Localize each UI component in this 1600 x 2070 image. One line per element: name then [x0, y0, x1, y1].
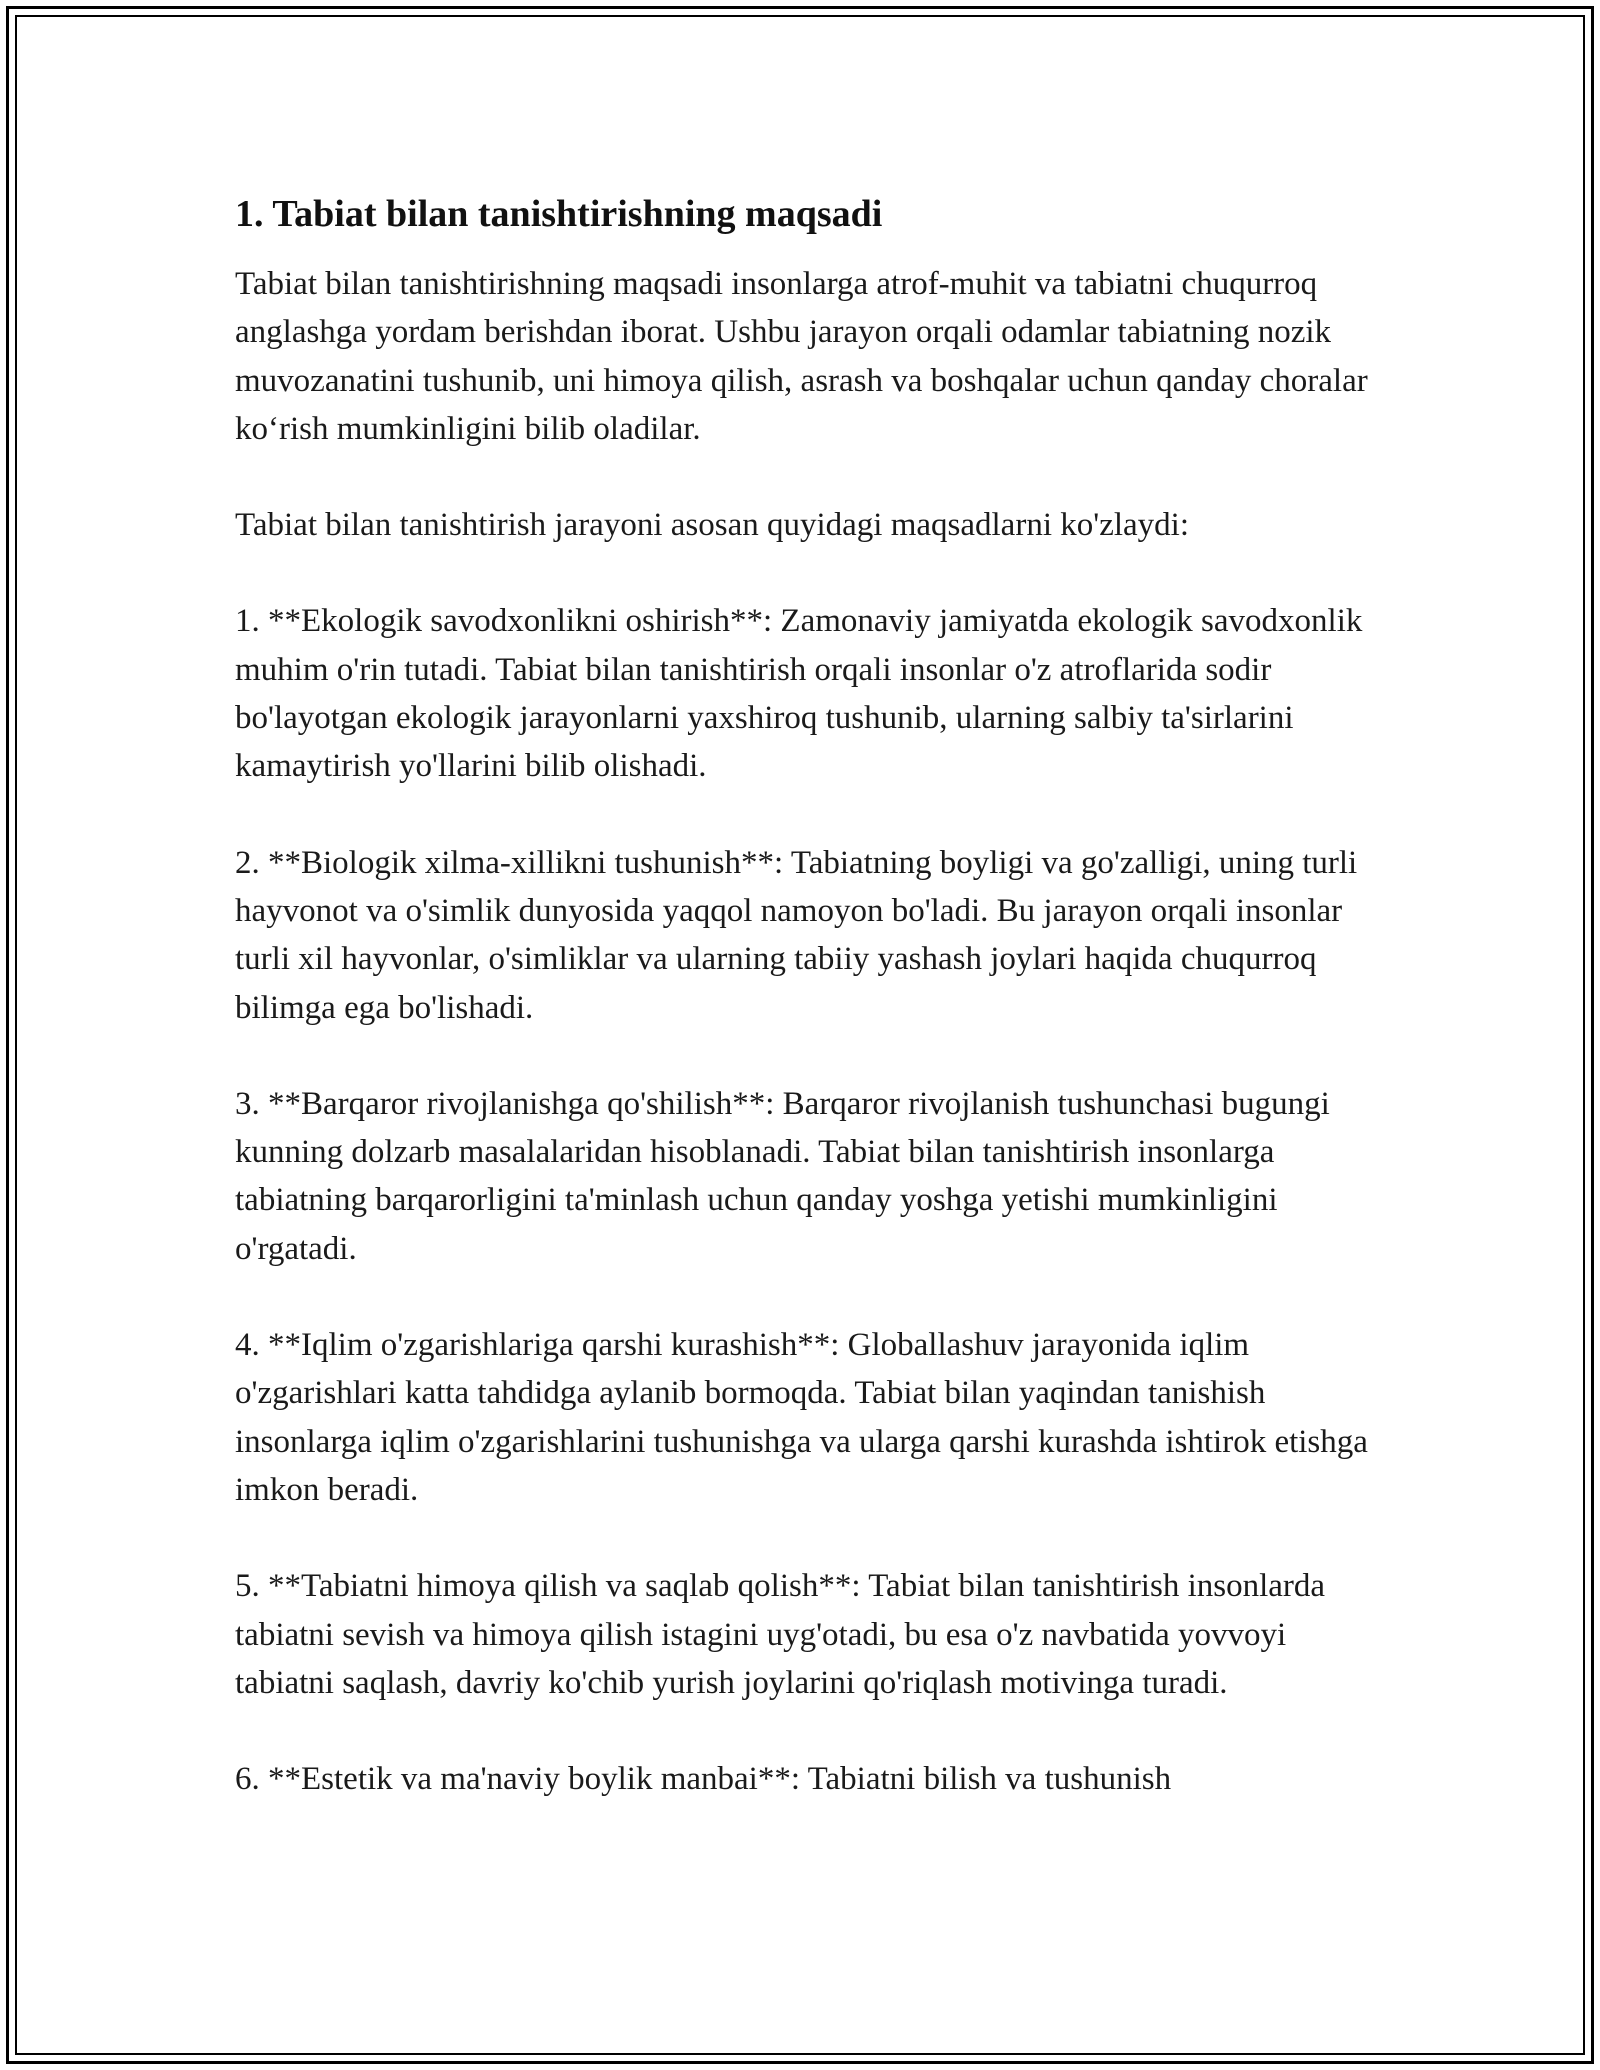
list-item-6: 6. **Estetik va ma'naviy boylik manbai**: Tabiatni bilish va tushunish — [235, 1761, 1172, 1798]
list-item-5: 5. **Tabiatni himoya qilish va saqlab qolish**: Tabiat bilan tanishtirish insonlarda tabiatni sevish va himoya qilish istagini uyg'otadi, bu esa o'z navbatida yovvoyi tabiatni saqlash, davriy ko'chib yurish joylarini qo'riqlash motivinga turadi. — [235, 1568, 1326, 1701]
list-item-1: 1. **Ekologik savodxonlikni oshirish**: Zamonaviy jamiyatda ekologik savodxonlik muhim o'rin tutadi. Tabiat bilan tanishtirish orqali insonlar o'z atroflarida sodir bo'layotgan ekologik jarayonlarni yaxshiroq tushunib, ularning salbiy ta'sirlarini kamaytirish yo'llarini bilib olishadi. — [235, 603, 1363, 785]
list-item-2: 2. **Biologik xilma-xillikni tushunish**: Tabiatning boyligi va go'zalligi, uning turli hayvonot va o'simlik dunyosida yaqqol namoyon bo'ladi. Bu jarayon orqali insonlar turli xil hayvonlar, o'simliklar va ularning tabiiy yashash joylari haqida chuqurroq bilimga ega bo'lishadi. — [235, 844, 1358, 1026]
paragraph-goals-lead: Tabiat bilan tanishtirish jarayoni asosan quyidagi maqsadlarni ko'zlaydi: — [235, 507, 1189, 544]
document-body — [235, 190, 1385, 1851]
paragraph-intro: Tabiat bilan tanishtirishning maqsadi insonlarga atrof-muhit va tabiatni chuqurroq anglashga yordam berishdan iborat. Ushbu jarayon orqali odamlar tabiatning nozik muvozanatini tushunib, uni himoya qilish, asrash va boshqalar uchun qanday choralar ko‘rish mumkinligini bilib oladilar. — [235, 266, 1368, 447]
list-item-3: 3. **Barqaror rivojlanishga qo'shilish**: Barqaror rivojlanish tushunchasi bugungi kunning dolzarb masalalaridan hisoblanadi. Tabiat bilan tanishtirish insonlarga tabiatning barqarorligini ta'minlash uchun qanday yoshga yetishi mumkinligini o'rgatadi. — [235, 1085, 1330, 1267]
list-item-4: 4. **Iqlim o'zgarishlariga qarshi kurashish**: Globallashuv jarayonida iqlim o'zgarishlari katta tahdidga aylanib bormoqda. Tabiat bilan yaqindan tanishish insonlarga iqlim o'zgarishlarini tushunishga va ularga qarshi kurashda ishtirok etishga imkon beradi. — [235, 1327, 1368, 1508]
section-heading: 1. Tabiat bilan tanishtirishning maqsadi — [235, 193, 883, 235]
